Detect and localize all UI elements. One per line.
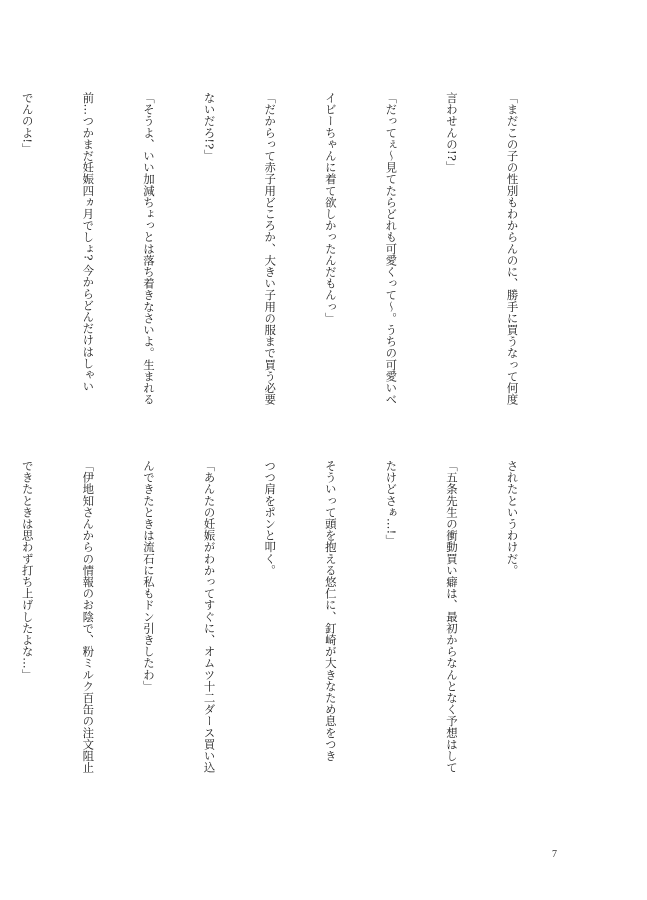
text-line: たけどさぁ…!」 [384,460,399,546]
text-block-lower [20,460,563,774]
text-line: んできたときは流石に私もドン引きしたわ」 [141,460,156,692]
text-line: 言わせんの!?」 [444,92,459,173]
text-line: でんのよ!」 [20,92,35,155]
text-line: 「五条先生の衝動買い癖は、最初からなんとなく予想はして [444,460,459,774]
page-number: 7 [552,849,557,860]
text-line: 「そうよ、いい加減ちょっとは落ち着きなさいよ。生まれる [141,92,156,406]
text-line: 「伊地知さんからの情報のお陰で、粉ミルク百缶の注文阻止 [81,460,96,774]
text-line: そういって頭を抱える悠仁に、釘崎が大きなため息をつき [323,460,338,762]
text-line: できたときは思わず打ち上げしたよな…」 [20,460,35,681]
text-line: 「だってぇ〜見てたらどれも可愛くって〜。うちの可愛いベ [384,92,399,406]
text-line: つつ肩をポンと叩く。 [263,460,278,576]
text-line: されたというわけだ。 [505,460,520,576]
text-line: 「あんたの妊娠がわかってすぐに、オムツ十二ダース買い込 [202,460,217,774]
text-line: 「だからって赤子用どころか、大きい子用の服まで買う必要 [263,92,278,406]
text-block-upper [20,92,563,406]
text-line: 「まだこの子の性別もわからんのに、勝手に買うなって何度 [505,92,520,406]
text-line: イビーちゃんに着て欲しかったんだもんっ」 [323,92,338,324]
text-line: 前…つかまだ妊娠四ヵ月でしょ? 今からどんだけはしゃい [81,92,96,393]
text-line: ないだろ!?」 [202,92,217,162]
